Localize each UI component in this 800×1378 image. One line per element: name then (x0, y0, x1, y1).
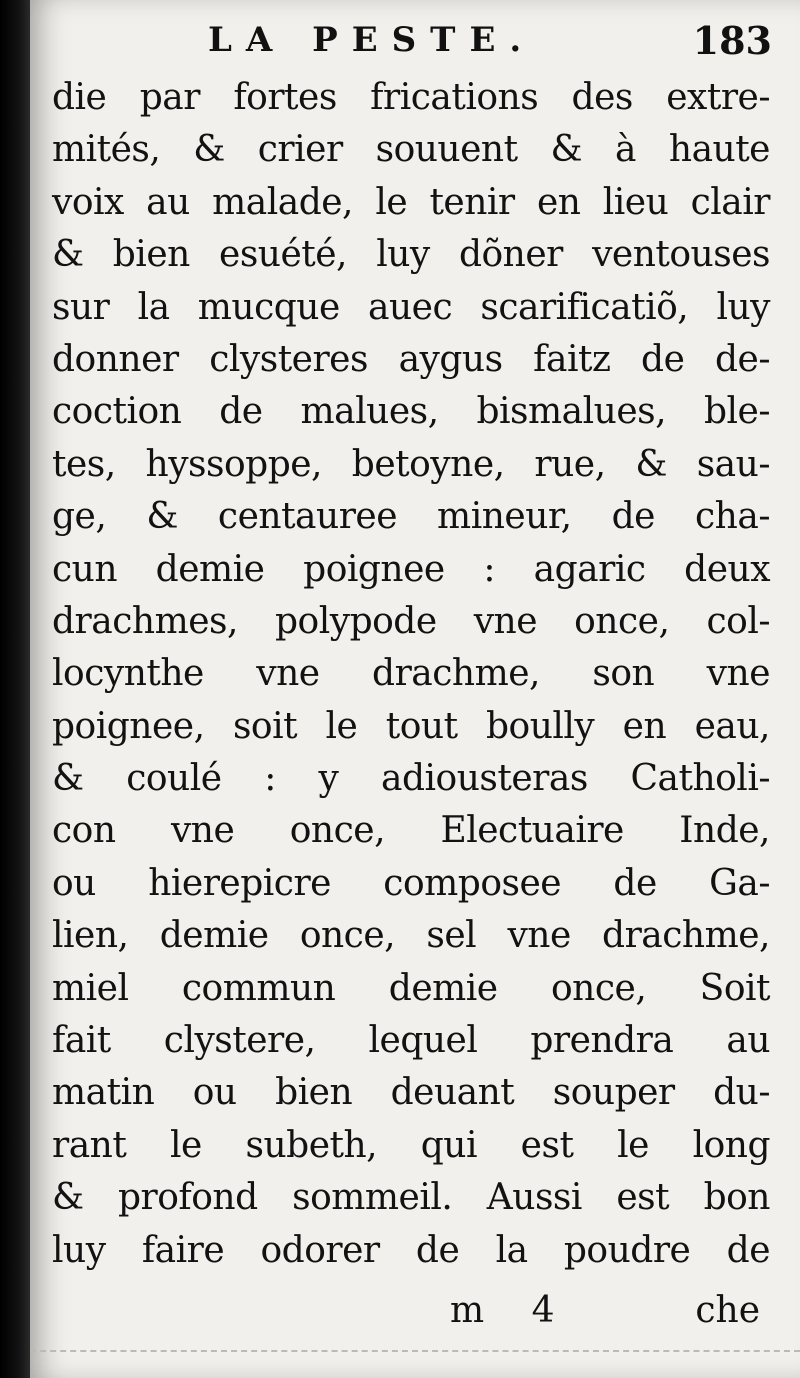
text-line: rant le subeth, qui est le long (52, 1124, 770, 1166)
text-line: lien, demie once, sel vne drachme, (52, 915, 770, 957)
text-line: sur la mucque auec scarificatiõ, luy (52, 286, 770, 328)
running-head (30, 18, 800, 68)
text-line: poignee, soit le tout boully en eau, (52, 705, 770, 747)
book-gutter-edge (0, 0, 30, 1378)
text-line: & coulé : y adiousteras Catholi- (52, 758, 770, 800)
text-line: cun demie poignee : agaric deux (52, 548, 770, 590)
text-line: fait clystere, lequel prendra au (52, 1020, 770, 1062)
text-line: donner clysteres aygus faitz de de- (52, 338, 770, 380)
text-line: ge, & centauree mineur, de cha- (52, 496, 770, 538)
text-line: coction de malues, bismalues, ble- (52, 391, 770, 433)
text-line: luy faire odorer de la poudre de (52, 1229, 770, 1271)
body-text (52, 72, 770, 1277)
text-line: tes, hyssoppe, betoyne, rue, & sau- (52, 443, 770, 485)
text-line: voix au malade, le tenir en lieu clair (52, 181, 770, 223)
page-footer (30, 1284, 800, 1344)
book-page (30, 0, 800, 1378)
text-line: matin ou bien deuant souper du- (52, 1072, 770, 1114)
page-bottom-rule (30, 1350, 800, 1358)
running-title: LA PESTE. (208, 20, 536, 60)
catchword: che (695, 1290, 760, 1331)
signature-mark: m 4 (450, 1290, 573, 1331)
text-line: & bien esuété, luy dõner ventouses (52, 234, 770, 276)
text-line: mités, & crier souuent & à haute (52, 129, 770, 171)
page-number: 183 (692, 18, 772, 63)
text-line: locynthe vne drachme, son vne (52, 653, 770, 695)
text-line: drachmes, polypode vne once, col- (52, 600, 770, 642)
text-line: ou hierepicre composee de Ga- (52, 862, 770, 904)
text-line: con vne once, Electuaire Inde, (52, 810, 770, 852)
text-line: miel commun demie once, Soit (52, 967, 770, 1009)
text-line: & profond sommeil. Aussi est bon (52, 1177, 770, 1219)
text-line: die par fortes frications des extre- (52, 77, 770, 118)
